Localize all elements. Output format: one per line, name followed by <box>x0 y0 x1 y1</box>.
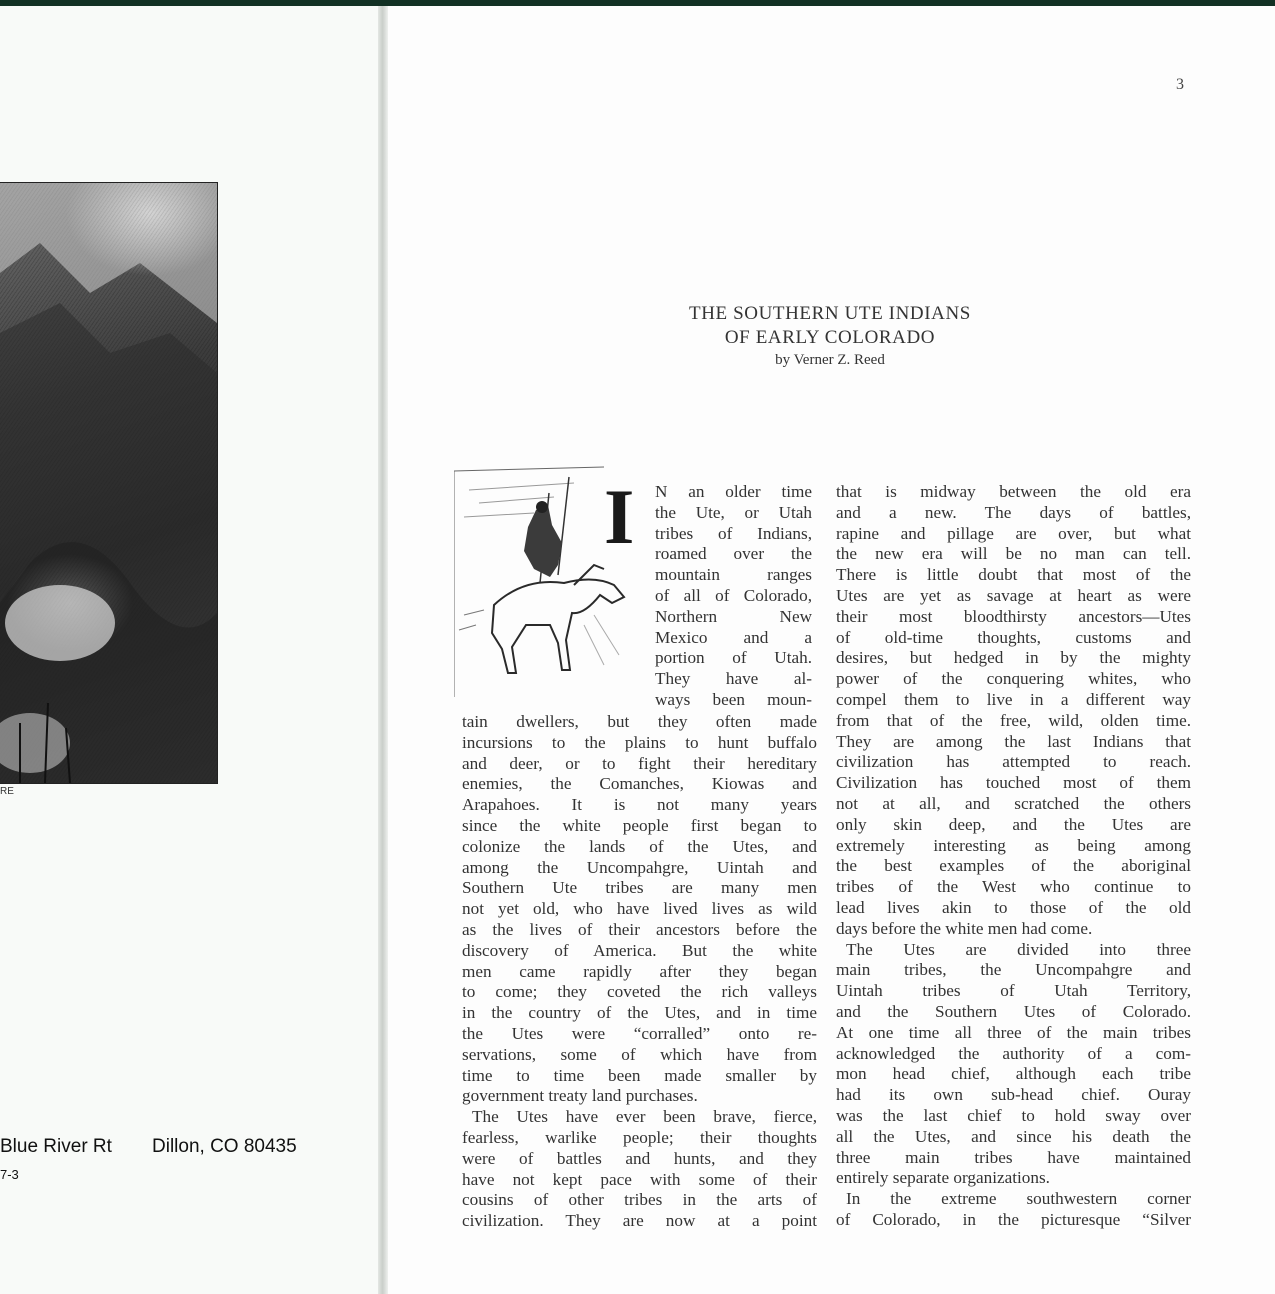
text-line: mountain ranges <box>655 565 812 585</box>
text-line: from that of the free, wild, olden time. <box>836 710 1191 730</box>
text-line: cousins of other tribes in the arts of <box>462 1190 817 1210</box>
text-line: Mexico and a <box>655 627 812 647</box>
text-line: N an older time <box>655 482 812 501</box>
text-line: have not kept pace with some of their <box>462 1169 817 1189</box>
text-line: rapine and pillage are over, but what <box>836 523 1191 543</box>
text-line: and a new. The days of battles, <box>836 502 1191 522</box>
text-line: They are among the last Indians that <box>836 731 1191 751</box>
text-line: Utes are yet as savage at heart as were <box>836 585 1191 605</box>
text-line: servations, some of which have from <box>462 1044 817 1064</box>
text-line: the best examples of the aboriginal <box>836 856 1191 876</box>
text-line: as the lives of their ancestors before the <box>462 919 817 939</box>
text-line: compel them to live in a different way <box>836 689 1191 709</box>
text-line: lead lives akin to those of the old <box>836 897 1191 917</box>
text-line: mon head chief, although each tribe <box>836 1064 1191 1084</box>
text-line: The Utes have ever been brave, fierce, <box>472 1107 817 1127</box>
text-line: The Utes are divided into three <box>846 939 1191 959</box>
engraving-artwork <box>0 183 217 783</box>
text-line: of old-time thoughts, customs and <box>836 627 1191 647</box>
drop-cap: I <box>604 473 635 560</box>
text-line: government treaty land purchases. <box>462 1086 698 1106</box>
text-line: the Ute, or Utah <box>655 502 812 522</box>
mountain-engraving <box>0 182 218 784</box>
text-line: civilization has attempted to reach. <box>836 752 1191 772</box>
text-line: Northern New <box>655 606 812 626</box>
page-number: 3 <box>1176 76 1184 93</box>
column-2 <box>836 482 1191 1231</box>
text-line: of all of Colorado, <box>655 585 812 605</box>
text-line: men came rapidly after they began <box>462 961 817 981</box>
article-title-block <box>610 302 1050 370</box>
text-line: Arapahoes. It is not many years <box>462 795 817 815</box>
left-page <box>0 6 383 1294</box>
text-line: was the last chief to hold sway over <box>836 1105 1191 1125</box>
text-line: in the country of the Utes, and in time <box>462 1003 817 1023</box>
text-line: tribes of Indians, <box>655 523 812 543</box>
article-title-line-1: THE SOUTHERN UTE INDIANS <box>689 303 971 324</box>
address-code: 7-3 <box>0 1167 19 1182</box>
text-line: among the Uncompahgre, Uintah and <box>462 857 817 877</box>
column-1 <box>462 712 817 1232</box>
text-line: only skin deep, and the Utes are <box>836 814 1191 834</box>
text-line: roamed over the <box>655 544 812 564</box>
text-line: and the Southern Utes of Colorado. <box>836 1001 1191 1021</box>
text-line: discovery of America. But the white <box>462 940 817 960</box>
column-1-wrap <box>655 482 812 711</box>
text-line: days before the white men had come. <box>836 918 1093 938</box>
caption-fragment: RE <box>0 786 14 797</box>
text-line: incursions to the plains to hunt buffalo <box>462 732 817 752</box>
byline: by Verner Z. Reed <box>775 352 885 368</box>
text-line: the new era will be no man can tell. <box>836 544 1191 564</box>
article-title-line-2: OF EARLY COLORADO <box>724 327 936 348</box>
text-line: civilization. They are now at a point <box>462 1211 817 1231</box>
text-line: since the white people first began to <box>462 815 817 835</box>
text-line: ways been moun- <box>655 689 812 709</box>
text-line: portion of Utah. <box>655 648 812 668</box>
text-line: colonize the lands of the Utes, and <box>462 836 817 856</box>
text-line: to come; they coveted the rich valleys <box>462 982 817 1002</box>
text-line: not yet old, who have lived lives as wild <box>462 899 817 919</box>
text-line: had its own sub-head chief. Ouray <box>836 1085 1191 1105</box>
text-line: all the Utes, and since his death the <box>836 1126 1191 1146</box>
address-street: Blue River Rt <box>0 1136 112 1157</box>
text-line: tain dwellers, but they often made <box>462 712 817 731</box>
text-line: extremely interesting as being among <box>836 835 1191 855</box>
text-line: There is little doubt that most of the <box>836 565 1191 585</box>
text-line: and deer, or to fight their hereditary <box>462 753 817 773</box>
text-line: were of battles and hunts, and they <box>462 1148 817 1168</box>
text-line: entirely separate organizations. <box>836 1168 1050 1188</box>
text-line: main tribes, the Uncompahgre and <box>836 960 1191 980</box>
address-city: Dillon, CO 80435 <box>152 1136 297 1157</box>
text-line: Civilization has touched most of them <box>836 773 1191 793</box>
book-gutter <box>378 6 388 1294</box>
text-line: Uintah tribes of Utah Territory, <box>836 981 1191 1001</box>
text-line: three main tribes have maintained <box>836 1147 1191 1167</box>
text-line: of Colorado, in the picturesque “Silver <box>836 1209 1191 1229</box>
text-line: In the extreme southwestern corner <box>846 1189 1191 1209</box>
text-line: power of the conquering whites, who <box>836 669 1191 689</box>
text-line: desires, but hedged in by the mighty <box>836 648 1191 668</box>
text-line: Southern Ute tribes are many men <box>462 878 817 898</box>
text-line: time to time been made smaller by <box>462 1065 817 1085</box>
text-line: that is midway between the old era <box>836 482 1191 501</box>
text-line: their most bloodthirsty ancestors—Utes <box>836 606 1191 626</box>
text-line: the Utes were “corralled” onto re- <box>462 1023 817 1043</box>
text-line: At one time all three of the main tribes <box>836 1022 1191 1042</box>
text-line: enemies, the Comanches, Kiowas and <box>462 774 817 794</box>
text-line: They have al- <box>655 669 812 689</box>
text-line: tribes of the West who continue to <box>836 877 1191 897</box>
text-line: fearless, warlike people; their thoughts <box>462 1127 817 1147</box>
text-line: acknowledged the authority of a com- <box>836 1043 1191 1063</box>
text-line: not at all, and scratched the others <box>836 793 1191 813</box>
